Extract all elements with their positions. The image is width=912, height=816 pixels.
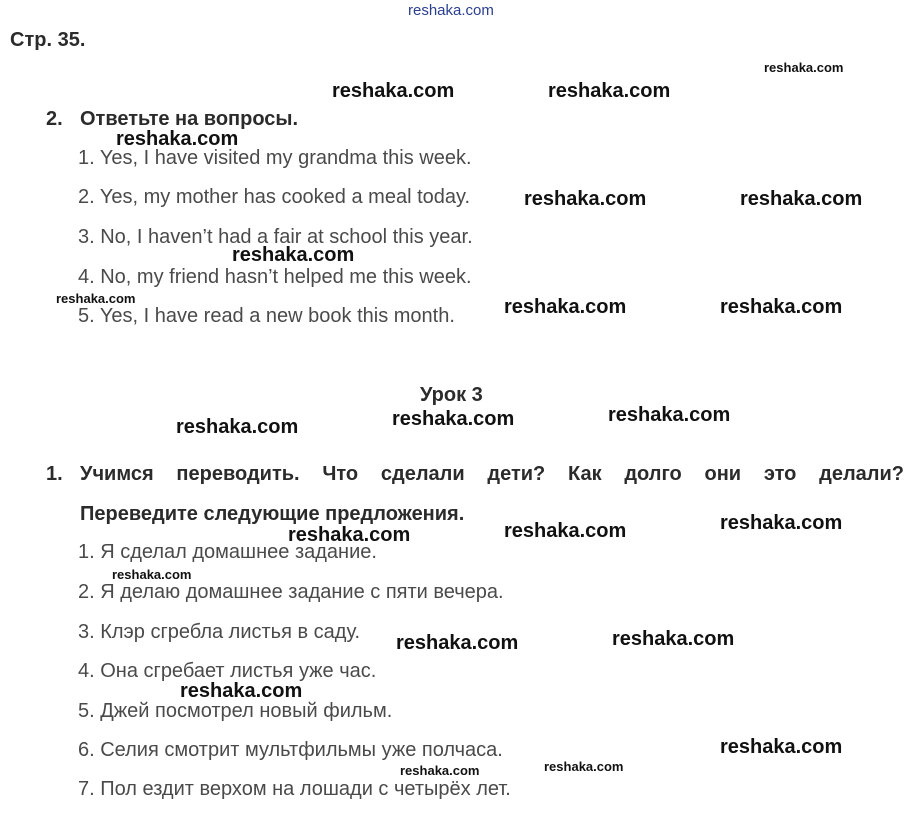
- translation-item-4: 4. Она сгребает листья уже час.: [78, 660, 377, 682]
- translation-item-6: 6. Селия смотрит мультфильмы уже полчаса.: [78, 739, 503, 761]
- watermark: reshaka.com: [176, 416, 299, 438]
- watermark: reshaka.com: [720, 736, 843, 758]
- section-1-number: 2.: [46, 108, 63, 130]
- watermark: reshaka.com: [392, 408, 515, 430]
- translation-item-5: 5. Джей посмотрел новый фильм.: [78, 700, 393, 722]
- watermark: reshaka.com: [608, 404, 731, 426]
- answer-item-3: 3. No, I haven’t had a fair at school this year.: [78, 226, 473, 248]
- watermark: reshaka.com: [56, 291, 136, 306]
- watermark: reshaka.com: [116, 128, 239, 150]
- section-2-title-line-2: Переведите следующие предложения.: [80, 503, 465, 525]
- page-reference: Стр. 35.: [10, 29, 86, 51]
- answer-item-2: 2. Yes, my mother has cooked a meal today.: [78, 186, 471, 208]
- answer-item-1: 1. Yes, I have visited my grandma this week.: [78, 147, 472, 169]
- watermark: reshaka.com: [288, 524, 411, 546]
- watermark: reshaka.com: [612, 628, 735, 650]
- section-1-title: Ответьте на вопросы.: [80, 108, 299, 130]
- watermark: reshaka.com: [180, 680, 303, 702]
- watermark: reshaka.com: [504, 520, 627, 542]
- section-2-title-line-1: Учимся переводить. Что сделали дети? Как долго они это делали?: [80, 463, 904, 485]
- translation-item-1: 1. Я сделал домашнее задание.: [78, 541, 377, 563]
- watermark: reshaka.com: [112, 567, 192, 582]
- watermark: reshaka.com: [400, 763, 480, 778]
- translation-item-7: 7. Пол ездит верхом на лошади с четырёх лет.: [78, 778, 511, 800]
- watermark: reshaka.com: [504, 296, 627, 318]
- watermark: reshaka.com: [764, 60, 844, 75]
- watermark: reshaka.com: [396, 632, 519, 654]
- watermark-top: reshaka.com: [408, 2, 494, 19]
- watermark: reshaka.com: [524, 188, 647, 210]
- watermark: reshaka.com: [544, 759, 624, 774]
- watermark: reshaka.com: [740, 188, 863, 210]
- lesson-title: Урок 3: [420, 384, 483, 406]
- watermark: reshaka.com: [720, 296, 843, 318]
- watermark: reshaka.com: [232, 244, 355, 266]
- translation-item-2: 2. Я делаю домашнее задание с пяти вечера.: [78, 581, 504, 603]
- translation-item-3: 3. Клэр сгребла листья в саду.: [78, 621, 361, 643]
- watermark: reshaka.com: [548, 80, 671, 102]
- watermark: reshaka.com: [720, 512, 843, 534]
- watermark: reshaka.com: [332, 80, 455, 102]
- section-2-number: 1.: [46, 463, 63, 485]
- answer-item-5: 5. Yes, I have read a new book this month.: [78, 305, 455, 327]
- answer-item-4: 4. No, my friend hasn’t helped me this week.: [78, 266, 472, 288]
